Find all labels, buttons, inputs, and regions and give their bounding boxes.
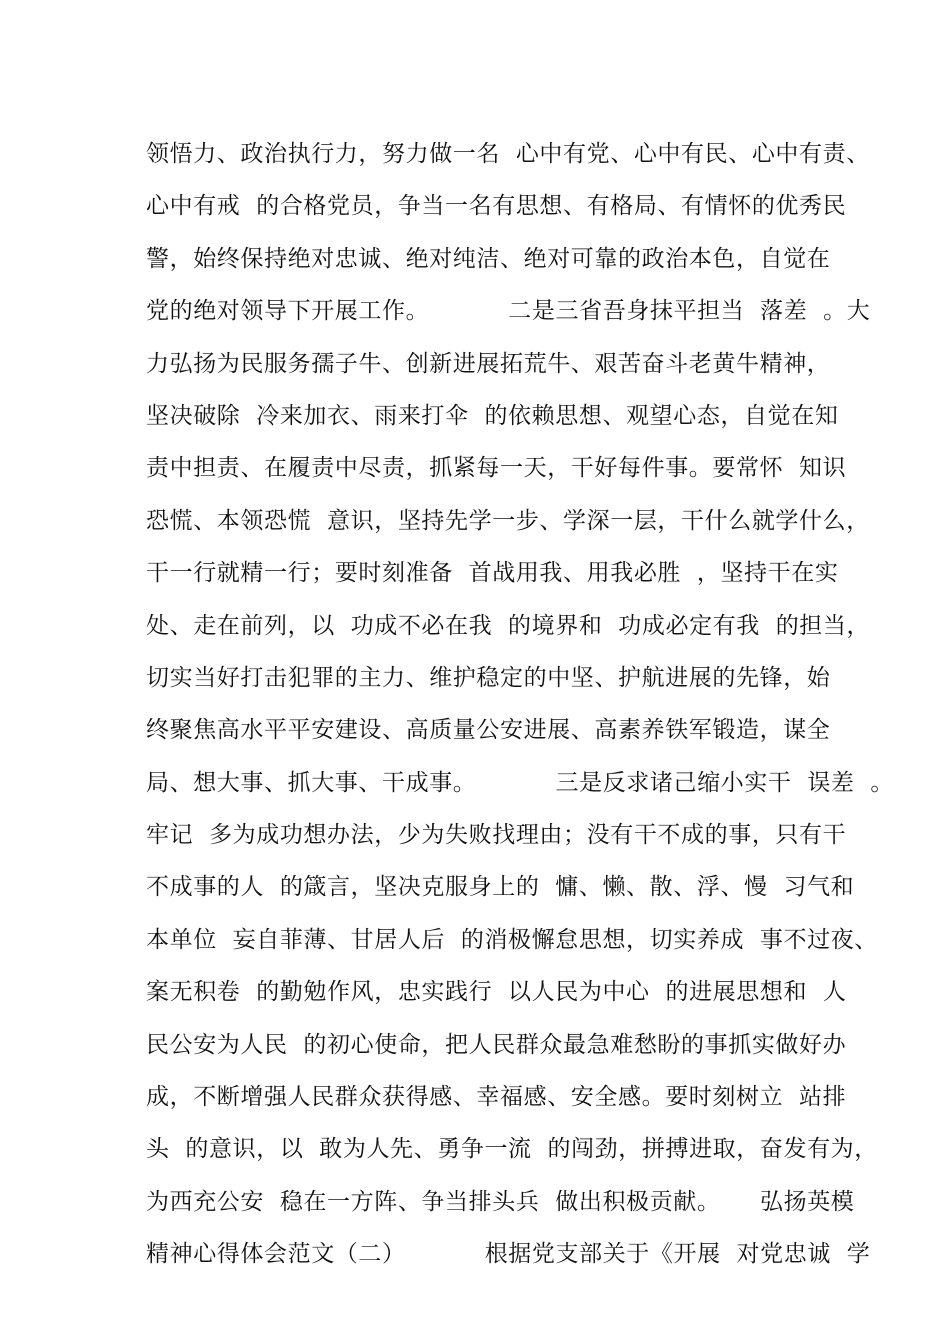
text-line-1: 领悟力、政治执行力，努力做一名 心中有党、心中有民、心中有责、 xyxy=(146,141,870,167)
text-line-4: 党的绝对领导下开展工作。 二是三省吾身抹平担当 落差 。大 xyxy=(146,298,871,325)
text-line-9: 干一行就精一行；要时刻准备 首战用我、用我必胜 ，坚持干在实 xyxy=(146,560,839,587)
text-line-13: 局、想大事、抓大事、干成事。 三是反求诸己缩小实干 误差 。 xyxy=(146,769,894,796)
text-line-15: 不成事的人 的箴言，坚决克服身上的 慵、懒、散、浮、慢 习气和 xyxy=(146,874,855,901)
text-line-19: 成，不断增强人民群众获得感、幸福感、安全感。要时刻树立 站排 xyxy=(146,1084,847,1111)
text-line-18: 民公安为人民 的初心使命，把人民群众最急难愁盼的事抓实做好办 xyxy=(146,1031,847,1058)
text-line-2: 心中有戒 的合格党员，争当一名有思想、有格局、有情怀的优秀民 xyxy=(146,193,847,220)
text-line-16: 本单位 妄自菲薄、甘居人后 的消极懈怠思想，切实养成 事不过夜、 xyxy=(146,926,878,953)
text-line-14: 牢记 多为成功想办法，少为失败找理由；没有干不成的事，只有干 xyxy=(146,822,847,849)
text-line-3: 警，始终保持绝对忠诚、绝对纯洁、绝对可靠的政治本色，自觉在 xyxy=(146,245,831,272)
text-line-10: 处、走在前列，以 功成不必在我 的境界和 功成必定有我 的担当， xyxy=(146,612,871,639)
text-line-11: 切实当好打击犯罪的主力、维护稳定的中坚、护航进展的先锋，始 xyxy=(146,664,831,691)
text-line-17: 案无积卷 的勤勉作风，忠实践行 以人民为中心 的进展思想和 人 xyxy=(146,979,847,1006)
text-line-7: 责中担责、在履责中尽责，抓紧每一天，干好每件事。要常怀 知识 xyxy=(146,455,847,482)
text-line-8: 恐慌、本领恐慌 意识，坚持先学一步、学深一层，干什么就学什么， xyxy=(146,507,870,534)
text-line-22: 精神心得体会范文（二） 根据党支部关于《开展 对党忠诚 学 xyxy=(146,1241,871,1268)
text-line-21: 为西充公安 稳在一方阵、争当排头兵 做出积极贡献。 弘扬英模 xyxy=(146,1188,855,1215)
text-line-12: 终聚焦高水平平安建设、高质量公安进展、高素养铁军锻造，谋全 xyxy=(146,717,831,744)
body-text xyxy=(146,128,894,1281)
text-line-6: 坚决破除 冷来加衣、雨来打伞 的依赖思想、观望心态，自觉在知 xyxy=(146,402,839,429)
text-line-20: 头 的意识，以 敢为人先、勇争一流 的闯劲，拼搏进取，奋发有为， xyxy=(146,1136,878,1163)
text-line-5: 力弘扬为民服务孺子牛、创新进展拓荒牛、艰苦奋斗老黄牛精神， xyxy=(146,350,831,377)
